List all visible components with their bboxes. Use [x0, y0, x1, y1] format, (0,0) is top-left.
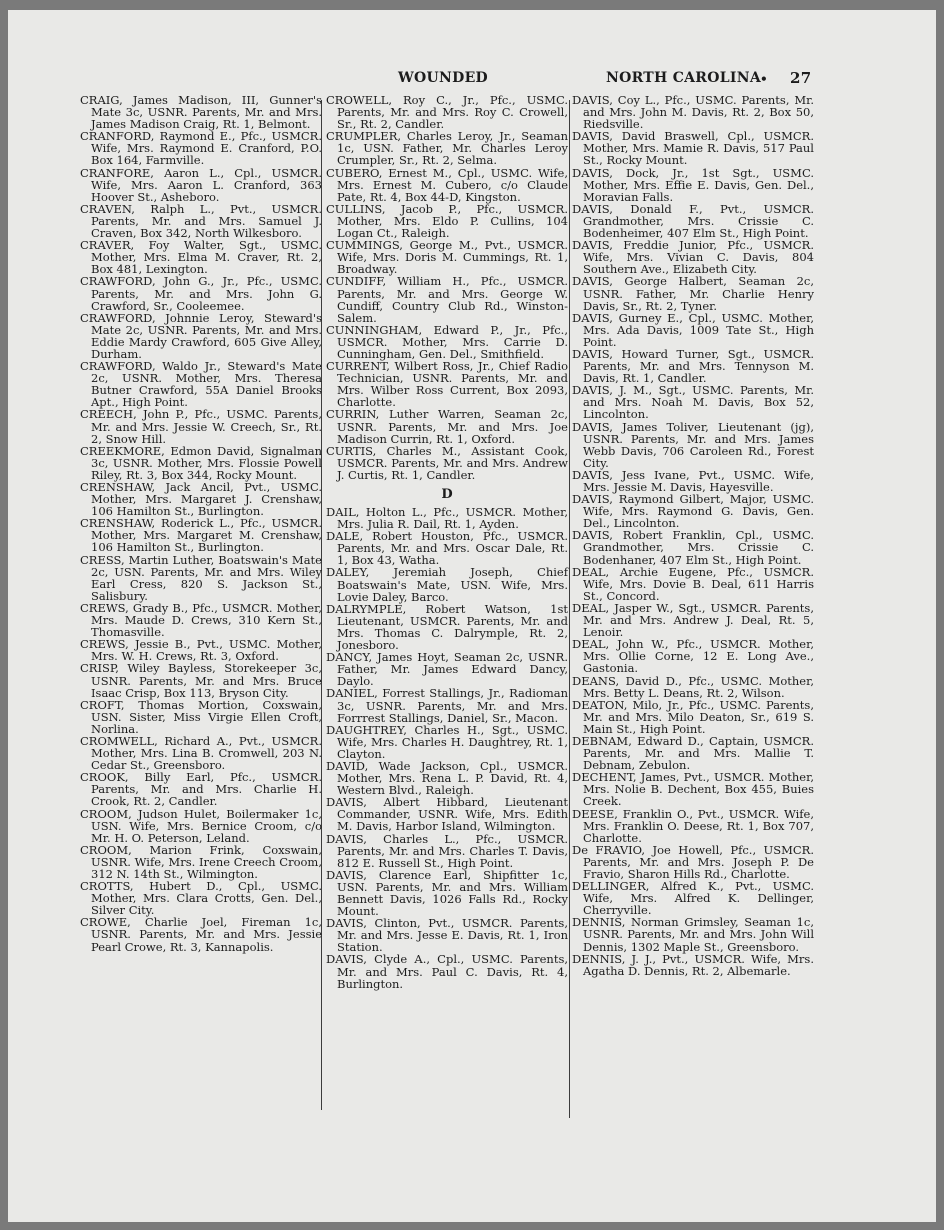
document-page	[8, 10, 936, 1222]
casualty-entry: CROTTS, Hubert D., Cpl., USMC. Mother, Mrs. Clara Crotts, Gen. Del., Silver City.	[80, 879, 322, 918]
casualty-entry: CUMMINGS, George M., Pvt., USMCR. Wife, Mrs. Doris M. Cummings, Rt. 1, Broadway.	[326, 238, 568, 277]
casualty-entry: DAVIS, Donald F., Pvt., USMCR. Grandmother, Mrs. Crissie C. Bodenheimer, 407 Elm St., High Point.	[572, 201, 814, 241]
casualty-entry: CRANFORD, Raymond E., Pfc., USMCR. Wife, Mrs. Raymond E. Cranford, P.O. Box 164, Farmville.	[80, 129, 322, 168]
section-letter: D	[441, 487, 453, 502]
column-2	[326, 94, 568, 990]
casualty-entry: CREWS, Grady B., Pfc., USMCR. Mother, Mrs. Maude D. Crews, 310 Kern St., Thomasville.	[80, 600, 322, 640]
casualty-entry: DAIL, Holton L., Pfc., USMCR. Mother, Mrs. Julia R. Dail, Rt. 1, Ayden.	[326, 505, 568, 532]
casualty-entry: CRESS, Martin Luther, Boatswain's Mate 2c, USN. Parents, Mr. and Mrs. Wiley Earl Cress, 820 S. Jackson St., Salisbury.	[80, 552, 322, 603]
casualty-entry: DAVIS, Freddie Junior, Pfc., USMCR. Wife, Mrs. Vivian C. Davis, 804 Southern Ave., Elizabeth City.	[572, 238, 814, 277]
casualty-entry: CUBERO, Ernest M., Cpl., USMC. Wife, Mrs. Ernest M. Cubero, c/o Claude Pate, Rt. 4, Box 44-D, Kingston.	[326, 165, 568, 204]
casualty-entry: DAVID, Wade Jackson, Cpl., USMCR. Mother, Mrs. Rena L. P. David, Rt. 4, Western Blvd., Raleigh.	[326, 758, 568, 798]
casualty-entry: CROFT, Thomas Mortion, Coxswain, USN. Sister, Miss Virgie Ellen Croft, Norlina.	[80, 697, 322, 736]
casualty-entry: CULLINS, Jacob P., Pfc., USMCR. Mother, Mrs. Eldo P. Cullins, 104 Logan Ct., Raleigh.	[326, 201, 568, 241]
casualty-entry: DANIEL, Forrest Stallings, Jr., Radioman 3c, USNR. Parents, Mr. and Mrs. Forrrest Stallings, Daniel, Sr., Macon.	[326, 686, 568, 725]
casualty-entry: CREEKMORE, Edmon David, Signalman 3c, USNR. Mother, Mrs. Flossie Powell Riley, Rt. 3, Box 344, Rocky Mount.	[80, 443, 322, 482]
casualty-entry: CROOM, Judson Hulet, Boilermaker 1c, USN. Wife, Mrs. Bernice Croom, c/o Mr. H. O. Peterson, Leland.	[80, 806, 322, 845]
casualty-entry: DAVIS, Howard Turner, Sgt., USMCR. Parents, Mr. and Mrs. Tennyson M. Davis, Rt. 1, Candler.	[572, 346, 814, 386]
casualty-entry: DAVIS, Robert Franklin, Cpl., USMC. Grandmother, Mrs. Crissie C. Bodenhaner, 407 Elm St., High Point.	[572, 528, 814, 567]
casualty-entry: De FRAVIO, Joe Howell, Pfc., USMCR. Parents, Mr. and Mrs. Joseph P. De Fravio, Sharon Hills Rd., Charlotte.	[572, 842, 814, 881]
casualty-entry: CRAIG, James Madison, III, Gunner's Mate 3c, USNR. Parents, Mr. and Mrs. James Madison Craig, Rt. 1, Belmont.	[80, 93, 322, 132]
casualty-entry: CURTIS, Charles M., Assistant Cook, USMCR. Parents, Mr. and Mrs. Andrew J. Curtis, Rt. 1, Candler.	[326, 443, 568, 482]
casualty-entry: DELLINGER, Alfred K., Pvt., USMC. Wife, Mrs. Alfred K. Dellinger, Cherryville.	[572, 879, 814, 918]
casualty-entry: DAVIS, David Braswell, Cpl., USMCR. Mother, Mrs. Mamie R. Davis, 517 Paul St., Rocky Mount.	[572, 129, 814, 168]
casualty-entry: DAVIS, Jess Ivane, Pvt., USMC. Wife, Mrs. Jessie M. Davis, Hayesville.	[572, 467, 814, 494]
casualty-entry: DAVIS, J. M., Sgt., USMC. Parents, Mr. and Mrs. Noah M. Davis, Box 52, Lincolnton.	[572, 383, 814, 422]
casualty-entry: CURRIN, Luther Warren, Seaman 2c, USNR. Parents, Mr. and Mrs. Joe Madison Currin, Rt. 1, Oxford.	[326, 407, 568, 446]
casualty-entry: DAVIS, Dock, Jr., 1st Sgt., USMC. Mother, Mrs. Effie E. Davis, Gen. Del., Moravian Falls.	[572, 165, 814, 204]
casualty-entry: CUNDIFF, William H., Pfc., USMCR. Parents, Mr. and Mrs. George W. Cundiff, Country Club Rd., Winston-Salem.	[326, 274, 568, 325]
casualty-entry: DALEY, Jeremiah Joseph, Chief Boatswain's Mate, USN. Wife, Mrs. Lovie Daley, Barco.	[326, 565, 568, 604]
casualty-entry: DAVIS, Clinton, Pvt., USMCR. Parents, Mr. and Mrs. Jesse E. Davis, Rt. 1, Iron Station.	[326, 916, 568, 955]
casualty-entry: DAVIS, Albert Hibbard, Lieutenant Commander, USNR. Wife, Mrs. Edith M. Davis, Harbor Island, Wilmington.	[326, 795, 568, 834]
casualty-entry: CROMWELL, Richard A., Pvt., USMCR. Mother, Mrs. Lina B. Cromwell, 203 N. Cedar St., Greensboro.	[80, 733, 322, 773]
casualty-entry: CROWELL, Roy C., Jr., Pfc., USMC. Parents, Mr. and Mrs. Roy C. Crowell, Sr., Rt. 2, Candler.	[326, 93, 568, 132]
page-number: 27	[790, 69, 812, 87]
casualty-entry: DAVIS, Clarence Earl, Shipfitter 1c, USN. Parents, Mr. and Mrs. William Bennett Davis, 1026 Falls Rd., Rocky Mount.	[326, 867, 568, 919]
casualty-entry: DEAL, Archie Eugene, Pfc., USMCR. Wife, Mrs. Dovie B. Deal, 611 Harris St., Concord.	[572, 564, 814, 603]
casualty-entry: CROOK, Billy Earl, Pfc., USMCR. Parents, Mr. and Mrs. Charlie H. Crook, Rt. 2, Candler.	[80, 770, 322, 809]
casualty-entry: CUNNINGHAM, Edward P., Jr., Pfc., USMCR. Mother, Mrs. Carrie D. Cunningham, Gen. Del., Smithfield.	[326, 322, 568, 361]
casualty-entry: CRENSHAW, Roderick L., Pfc., USMCR. Mother, Mrs. Margaret M. Crenshaw, 106 Hamilton St., Burlington.	[80, 516, 322, 555]
casualty-entry: DAVIS, Coy L., Pfc., USMC. Parents, Mr. and Mrs. John M. Davis, Rt. 2, Box 50, Riedsville.	[572, 93, 814, 132]
casualty-entry: DEANS, David D., Pfc., USMC. Mother, Mrs. Betty L. Deans, Rt. 2, Wilson.	[572, 673, 814, 700]
casualty-entry: CRISP, Wiley Bayless, Storekeeper 3c, USNR. Parents, Mr. and Mrs. Bruce Isaac Crisp, Box 113, Bryson City.	[80, 661, 322, 700]
casualty-entry: DAVIS, Gurney E., Cpl., USMC. Mother, Mrs. Ada Davis, 1009 Tate St., High Point.	[572, 310, 814, 349]
casualty-entry: DALE, Robert Houston, Pfc., USMCR. Parents, Mr. and Mrs. Oscar Dale, Rt. 1, Box 43, Watha.	[326, 529, 568, 568]
casualty-entry: CRAWFORD, John G., Jr., Pfc., USMC. Parents, Mr. and Mrs. John G. Crawford, Sr., Cooleemee.	[80, 274, 322, 313]
casualty-entry: DEAL, Jasper W., Sgt., USMCR. Parents, Mr. and Mrs. Andrew J. Deal, Rt. 5, Lenoir.	[572, 600, 814, 640]
casualty-entry: DEAL, John W., Pfc., USMCR. Mother, Mrs. Ollie Corne, 12 E. Long Ave., Gastonia.	[572, 637, 814, 676]
state-heading: NORTH CAROLINA	[606, 70, 761, 86]
casualty-entry: CRAVEN, Ralph L., Pvt., USMCR. Parents, Mr. and Mrs. Samuel J. Craven, Box 342, North Wilkesboro.	[80, 201, 322, 241]
casualty-entry: CRAVER, Foy Walter, Sgt., USMC. Mother, Mrs. Elma M. Craver, Rt. 2, Box 481, Lexington.	[80, 238, 322, 277]
casualty-entry: DEBNAM, Edward D., Captain, USMCR. Parents, Mr. and Mrs. Mallie T. Debnam, Zebulon.	[572, 733, 814, 773]
casualty-entry: DEESE, Franklin O., Pvt., USMCR. Wife, Mrs. Franklin O. Deese, Rt. 1, Box 707, Charlotte.	[572, 806, 814, 845]
casualty-entry: CRAWFORD, Johnnie Leroy, Steward's Mate 2c, USNR. Parents, Mr. and Mrs. Eddie Mardy Crawford, 605 Give Alley, Durham.	[80, 310, 322, 361]
section-heading: WOUNDED	[398, 70, 488, 86]
casualty-entry: DAVIS, George Halbert, Seaman 2c, USNR. Father, Mr. Charlie Henry Davis, Sr., Rt. 2, Tyner.	[572, 274, 814, 313]
casualty-entry: CROOM, Marion Frink, Coxswain, USNR. Wife, Mrs. Irene Creech Croom, 312 N. 14th St., Wilmington.	[80, 842, 322, 881]
casualty-entry: DAUGHTREY, Charles H., Sgt., USMC. Wife, Mrs. Charles H. Daughtrey, Rt. 1, Clayton.	[326, 722, 568, 761]
casualty-entry: CRAWFORD, Waldo Jr., Steward's Mate 2c, USNR. Mother, Mrs. Theresa Butner Crawford, 55A Daniel Brooks Apt., High Point.	[80, 359, 322, 410]
casualty-entry: DECHENT, James, Pvt., USMCR. Mother, Mrs. Nolie B. Dechent, Box 455, Buies Creek.	[572, 770, 814, 809]
casualty-entry: DAVIS, James Toliver, Lieutenant (jg), USNR. Parents, Mr. and Mrs. James Webb Davis, 706 Caroleen Rd., Forest City.	[572, 419, 814, 470]
column-3	[572, 94, 814, 977]
casualty-entry: DAVIS, Charles L., Pfc., USMCR. Parents, Mr. and Mrs. Charles T. Davis, 812 E. Russell St., High Point.	[326, 831, 568, 870]
casualty-entry: DENNIS, J. J., Pvt., USMCR. Wife, Mrs. Agatha D. Dennis, Rt. 2, Albemarle.	[572, 951, 814, 978]
casualty-entry: CRUMPLER, Charles Leroy, Jr., Seaman 1c, USN. Father, Mr. Charles Leroy Crumpler, Sr., Rt. 2, Selma.	[326, 129, 568, 168]
bullet-separator: •	[760, 72, 768, 86]
casualty-entry: CROWE, Charlie Joel, Fireman 1c, USNR. Parents, Mr. and Mrs. Jessie Pearl Crowe, Rt. 3, Kannapolis.	[80, 915, 322, 954]
casualty-entry: DENNIS, Norman Grimsley, Seaman 1c, USNR. Parents, Mr. and Mrs. John Will Dennis, 1302 Maple St., Greensboro.	[572, 915, 814, 954]
column-1	[80, 94, 322, 953]
column-divider	[569, 100, 570, 1118]
casualty-entry: DALRYMPLE, Robert Watson, 1st Lieutenant, USMCR. Parents, Mr. and Mrs. Thomas C. Dalrymple, Rt. 2, Jonesboro.	[326, 601, 568, 653]
casualty-entry: CREWS, Jessie B., Pvt., USMC. Mother, Mrs. W. H. Crews, Rt. 3, Oxford.	[80, 637, 322, 664]
casualty-entry: DAVIS, Clyde A., Cpl., USMC. Parents, Mr. and Mrs. Paul C. Davis, Rt. 4, Burlington.	[326, 952, 568, 991]
casualty-entry: CRENSHAW, Jack Ancil, Pvt., USMC. Mother, Mrs. Margaret J. Crenshaw, 106 Hamilton St., Burlington.	[80, 480, 322, 519]
casualty-entry: DEATON, Milo, Jr., Pfc., USMC. Parents, Mr. and Mrs. Milo Deaton, Sr., 619 S. Main St., High Point.	[572, 697, 814, 736]
casualty-entry: DANCY, James Hoyt, Seaman 2c, USNR. Father, Mr. James Edward Dancy, Daylo.	[326, 650, 568, 689]
casualty-entry: CRANFORE, Aaron L., Cpl., USMCR. Wife, Mrs. Aaron L. Cranford, 363 Hoover St., Asheboro.	[80, 165, 322, 204]
casualty-entry: DAVIS, Raymond Gilbert, Major, USMC. Wife, Mrs. Raymond G. Davis, Gen. Del., Lincolnton.	[572, 492, 814, 531]
casualty-entry: CURRENT, Wilbert Ross, Jr., Chief Radio Technician, USNR. Parents, Mr. and Mrs. Wilber Ross Current, Box 2093, Charlotte.	[326, 359, 568, 410]
casualty-entry: CREECH, John P., Pfc., USMC. Parents, Mr. and Mrs. Jessie W. Creech, Sr., Rt. 2, Snow Hill.	[80, 407, 322, 446]
